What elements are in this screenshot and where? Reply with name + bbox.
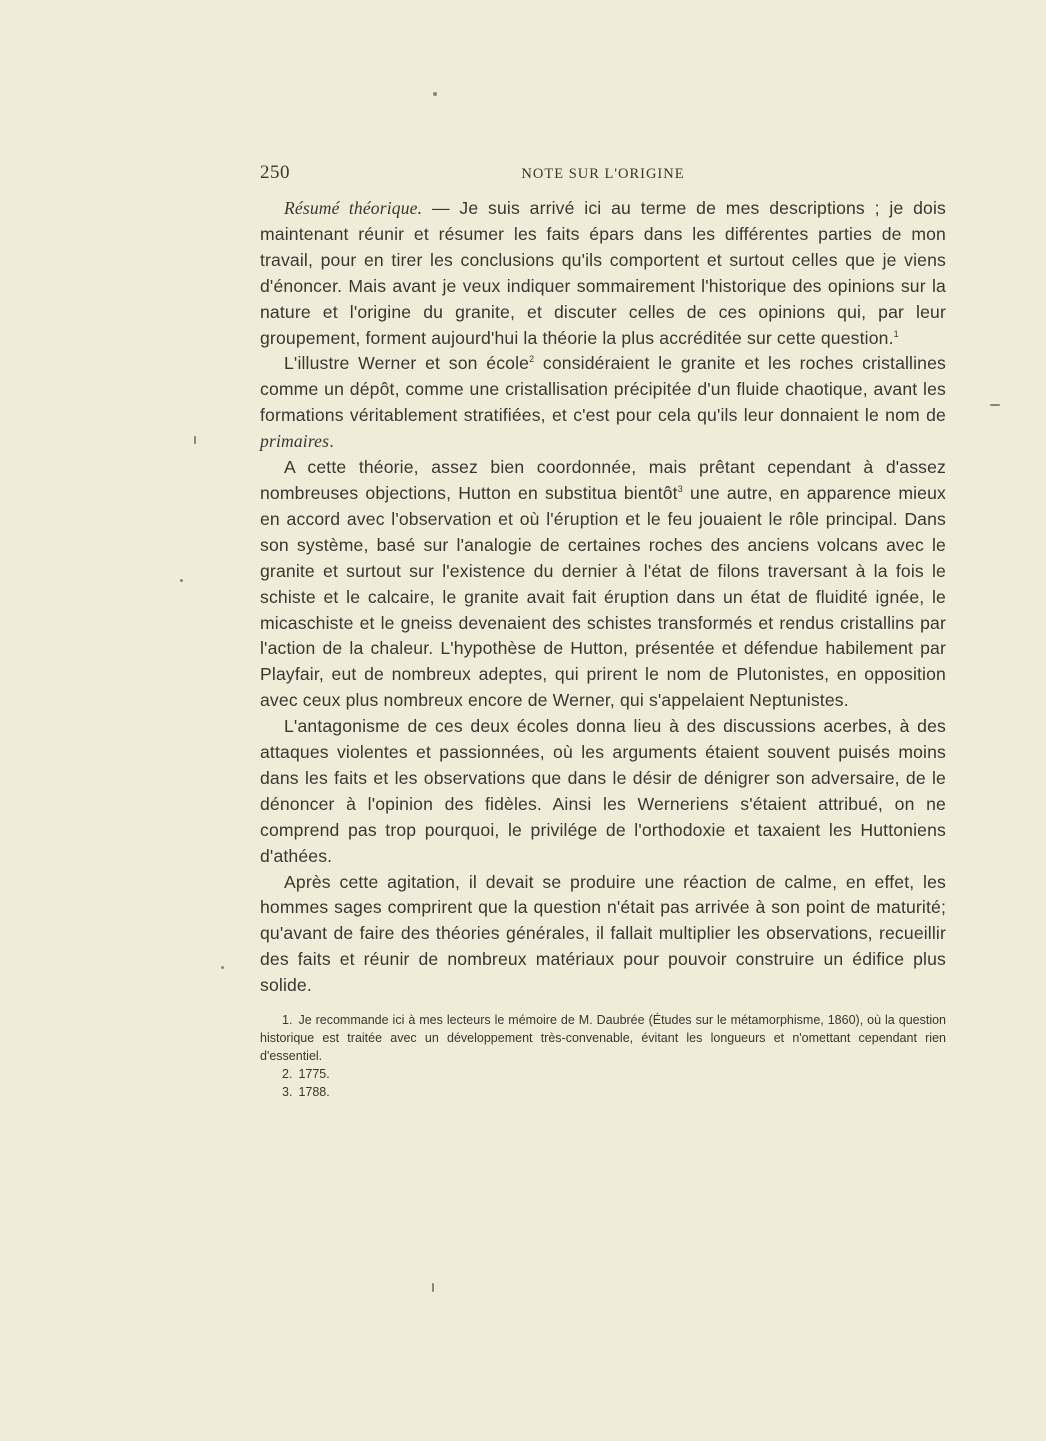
- footnote: [260, 1011, 946, 1065]
- section-lead: Résumé théorique.: [284, 198, 423, 218]
- paper-speck: [432, 1283, 434, 1292]
- footnote-number: 2.: [282, 1067, 293, 1082]
- running-title: NOTE SUR L'ORIGINE: [521, 166, 685, 182]
- paper-speck: [194, 436, 196, 444]
- paragraph-text: — Je suis arrivé ici au terme de mes descriptions ; je dois maintenant réunir et résumer les faits épars dans les différentes parties de mon travail, pour en tirer les conclusions qu'ils comportent et surtout celles que je viens d'énoncer. Mais avant je veux indiquer sommairement l'historique des opinions sur la nature et l'origine du granite, et discuter celles de ces opinions qui, par leur groupement, forment aujourd'hui la théorie la plus accréditée sur cette question.: [260, 198, 947, 348]
- body-text: [260, 196, 946, 999]
- paragraph-hutton: [260, 455, 946, 714]
- paragraph-antagonisme: L'antagonisme de ces deux écoles donna lieu à des discussions acerbes, à des attaques violentes et passionnées, où les arguments étaient souvent puisés moins dans les faits et les observations que dans le désir de dénigrer son adversaire, de le dénoncer à l'opinion des fidèles. Ainsi les Werneriens s'étaient attribué, on ne comprend pas trop pourquoi, le privilége de l'orthodoxie et taxaient les Huttoniens d'athées.: [260, 716, 946, 866]
- paragraph-text: .: [329, 431, 335, 452]
- paper-speck: [990, 404, 1000, 406]
- footnote-text: Je recommande ici à mes lecteurs le mémoire de M. Daubrée (Études sur le métamorphisme, 1860), où la question historique est traitée avec un développement très-convenable, évitant les longueurs et n'omettant cependant rien d'essentiel.: [260, 1013, 946, 1064]
- paragraph-text: A cette théorie, assez bien coordonnée, mais prêtant cependant à d'assez nombreuses objections, Hutton en substitua bientôt: [260, 457, 946, 503]
- footnote-text: 1775.: [298, 1067, 330, 1082]
- footnotes: [260, 1011, 946, 1101]
- footnote-ref: 1: [893, 328, 899, 339]
- footnote: [260, 1065, 946, 1083]
- paragraph-apres-agitation: Après cette agitation, il devait se produire une réaction de calme, en effet, les hommes sages comprirent que la question n'était pas arrivée à son point de maturité; qu'avant de faire des théories générales, il fallait multiplier les observations, recueillir des faits et réunir de nombreux matériaux pour pouvoir construire un édifice plus solide.: [260, 871, 946, 996]
- paragraph-text: L'illustre Werner et son école: [284, 353, 530, 374]
- paper-speck: [221, 966, 224, 969]
- footnote-ref: 3: [677, 483, 683, 494]
- footnote-text: 1788.: [298, 1085, 330, 1100]
- footnote: [260, 1083, 946, 1101]
- page-number: 250: [260, 162, 290, 183]
- emphasis-primaires: primaires: [260, 431, 330, 452]
- paper-speck: [180, 579, 183, 582]
- book-page: [260, 160, 946, 1101]
- paper-speck: [433, 92, 437, 96]
- footnote-ref: 2: [529, 354, 535, 365]
- paragraph-werner: [260, 351, 946, 455]
- footnote-number: 3.: [282, 1085, 293, 1100]
- paragraph-text: considéraient le granite et les roches cristallines comme un dépôt, comme une cristallisation précipitée d'un fluide chaotique, avant les formations véritablement stratifiées, et c'est pour cela qu'ils leur donnaient le nom de: [260, 353, 946, 426]
- paragraph-resume-theorique: [260, 196, 946, 351]
- paragraph-text: une autre, en apparence mieux en accord avec l'observation et où l'éruption et le feu jouaient le rôle principal. Dans son système, basé sur l'analogie de certaines roches des anciens volcans avec le granite et surtout sur l'existence du dernier à l'état de filons traversant à la fois le schiste et le calcaire, le granite avait fait éruption dans un état de fluidité ignée, le micaschiste et le gneiss devenaient des schistes transformés et rendus cristallins par l'action de la chaleur. L'hypothèse de Hutton, présentée et défendue habilement par Playfair, eut de nombreux adeptes, qui prirent le nom de Plutonistes, en opposition avec ceux plus nombreux encore de Werner, qui s'appelaient Neptunistes.: [260, 482, 946, 711]
- footnote-number: 1.: [282, 1013, 293, 1028]
- running-head: [260, 160, 946, 186]
